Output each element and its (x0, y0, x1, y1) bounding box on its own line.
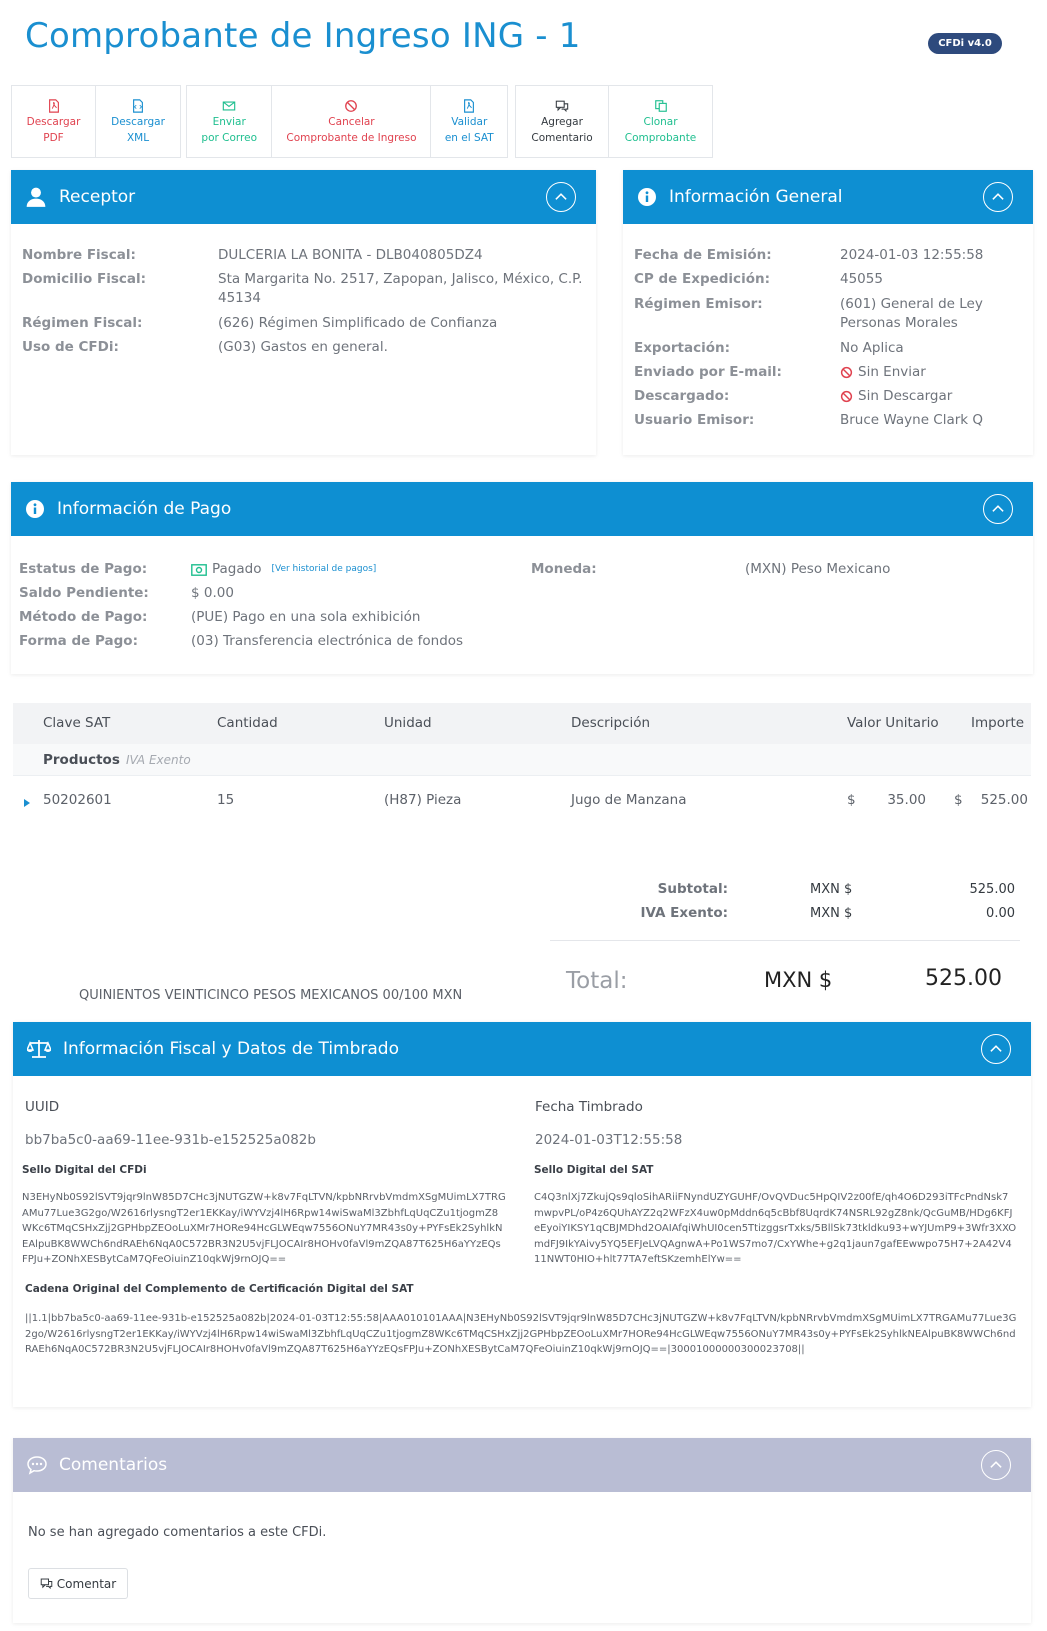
products-table-header (13, 703, 1031, 744)
validate-sat-button[interactable] (431, 86, 507, 157)
enviado-email-label: Enviado por E-mail: (634, 364, 782, 380)
estatus-pago-label: Estatus de Pago: (19, 561, 148, 577)
ban-icon (840, 390, 853, 403)
send-email-label-1: Enviar (212, 116, 246, 128)
payment-info-header (11, 482, 1033, 536)
cp-expedicion-value: 45055 (840, 271, 883, 287)
clone-invoice-label-2: Comprobante (624, 132, 697, 144)
add-comment-label-2: Comentario (531, 132, 593, 144)
cancel-invoice-button[interactable] (272, 86, 431, 157)
receptor-header (11, 170, 596, 224)
fecha-timbrado-label: Fecha Timbrado (535, 1099, 643, 1115)
copy-icon (654, 99, 668, 113)
usuario-emisor-label: Usuario Emisor: (634, 412, 755, 428)
exportacion-label: Exportación: (634, 340, 731, 356)
sello-sat-value: C4Q3nlXj7ZkujQs9qloSihARiiFNyndUZYGUHF/OvQVDuc5HpQIV2z00fE/qh4O6D293iTFcPndNsk7mwpvPL/oP4z6QUhAYZ2q2WFzX4uw0pMddn6q5cBbf8UqrdK74NSRL92gZ8nk/QcGuMB/HDg6KFJeEyoiYIKSY1qCBJMDhd2OAIAfqiWhUI0cen5TtizggsrTxks/5BllSk73tkldku93+wYJUmP9+3Wfr3XXOmdFJ9IkYAivy5YQ5EFJeLVQAgnwA+Po1WS7mo7/CxYWhe+g2q1jaun7gafEEwwpo75H7+2A42V411NWT0HIO+hlt77TA7eftSKzemhElYw== (534, 1192, 1017, 1265)
products-group-row (13, 744, 1031, 776)
subtotal-label: Subtotal: (657, 881, 728, 897)
download-toolbar (11, 85, 181, 158)
regimen-fiscal-label: Régimen Fiscal: (22, 315, 143, 331)
extra-toolbar (515, 85, 713, 158)
ban-icon (840, 366, 853, 379)
total-value: 525.00 (925, 966, 1002, 991)
row-unidad: (H87) Pieza (384, 792, 462, 808)
cadena-original-label: Cadena Original del Complemento de Certificación Digital del SAT (25, 1283, 414, 1295)
comments-header (13, 1438, 1031, 1492)
general-info-header (623, 170, 1033, 224)
col-clave-sat: Clave SAT (43, 715, 111, 731)
clone-invoice-label-1: Clonar (643, 116, 678, 128)
domicilio-fiscal-label: Domicilio Fiscal: (22, 271, 147, 287)
page-title: Comprobante de Ingreso ING - 1 (25, 16, 581, 56)
receptor-card (11, 170, 596, 455)
validate-sat-label-2: en el SAT (444, 132, 494, 144)
col-importe: Importe (971, 715, 1025, 731)
usuario-emisor-value: Bruce Wayne Clark Q (840, 412, 984, 428)
regimen-fiscal-value: (626) Régimen Simplificado de Confianza (218, 315, 498, 331)
collapse-toggle[interactable] (983, 494, 1013, 524)
saldo-pendiente-value: $ 0.00 (191, 585, 234, 601)
fiscal-info-title: Información Fiscal y Datos de Timbrado (63, 1039, 399, 1059)
balance-scale-icon (27, 1039, 51, 1059)
chevron-up-icon (982, 1451, 1010, 1479)
validate-sat-label-1: Validar (451, 116, 488, 128)
xml-file-icon (131, 99, 145, 113)
row-importe-symbol: $ (954, 792, 963, 808)
domicilio-fiscal-value: Sta Margarita No. 2517, Zapopan, Jalisco, México, C.P. (218, 271, 583, 287)
exportacion-value: No Aplica (840, 340, 904, 356)
row-valor-unitario: 35.00 (887, 792, 926, 808)
envelope-icon (222, 99, 236, 113)
download-xml-button[interactable] (96, 86, 180, 157)
regimen-emisor-value-2: Personas Morales (840, 315, 958, 331)
descargado-label: Descargado: (634, 388, 730, 404)
col-descripcion: Descripción (571, 715, 651, 731)
table-row[interactable] (13, 778, 1031, 823)
collapse-toggle[interactable] (981, 1450, 1011, 1480)
payment-info-title: Información de Pago (57, 499, 232, 519)
total-in-words: QUINIENTOS VEINTICINCO PESOS MEXICANOS 00/100 MXN (79, 988, 463, 1003)
collapse-toggle[interactable] (981, 1034, 1011, 1064)
download-xml-label-2: XML (126, 132, 150, 144)
metodo-pago-label: Método de Pago: (19, 609, 148, 625)
cfdi-version-badge: CFDi v4.0 (928, 33, 1002, 54)
caret-right-icon[interactable] (24, 799, 31, 807)
chevron-up-icon (984, 183, 1012, 211)
no-comments-message: No se han agregado comentarios a este CFDi. (28, 1525, 327, 1540)
enviado-email-value: Sin Enviar (858, 364, 926, 380)
download-pdf-button[interactable] (12, 86, 96, 157)
descargado-value: Sin Descargar (858, 388, 953, 404)
money-icon (191, 564, 207, 576)
sello-cfdi-label: Sello Digital del CFDi (22, 1164, 147, 1176)
fiscal-info-header (13, 1022, 1031, 1076)
regimen-emisor-label: Régimen Emisor: (634, 296, 763, 312)
comment-button[interactable] (28, 1568, 128, 1599)
clone-invoice-button[interactable] (609, 86, 712, 157)
receptor-title: Receptor (59, 187, 136, 207)
pdf-file-icon (47, 99, 61, 113)
subtotal-value: 525.00 (969, 882, 1015, 897)
nombre-fiscal-value: DULCERIA LA BONITA - DLB040805DZ4 (218, 247, 483, 263)
uuid-value: bb7ba5c0-aa69-11ee-931b-e152525a082b (25, 1132, 316, 1148)
row-vu-symbol: $ (847, 792, 856, 808)
info-icon (25, 499, 45, 519)
comment-button-label: Comentar (56, 1576, 117, 1591)
send-email-button[interactable] (187, 86, 272, 157)
chevron-up-icon (547, 183, 575, 211)
group-label: Productos (43, 752, 120, 768)
col-unidad: Unidad (384, 715, 432, 731)
iva-value: 0.00 (986, 906, 1015, 921)
metodo-pago-value: (PUE) Pago en una sola exhibición (191, 609, 421, 625)
sello-cfdi-value: N3EHyNb0S92lSVT9jqr9lnW85D7CHc3jNUTGZW+k8v7FqLTVN/kpbNRrvbVmdmXSgMUimLX7TRGAMu77Lue3G2go/W2616rlysngT2er1EKKay/iWYVzj4lH6Rpw14wiSwaMl3ZbhfLqUqCZu1tjogmZ8WKc6TMqCSHxZjj2GPHbpZEOoLuXMr7HORe94HcGLWEqw7556ONuY7MR43s0y+PYFsEk2SyhlkNEAlpuBK8WWCh6ndRAEh6NqA0C572BR3N2U5vjFLJOCAIr8HOHv0faVl9mZQA87T625H6aYYzEQsFPJu+ZONhXESBytCaM7QFeOiuinZ10qkWj9rnOJQ== (22, 1192, 506, 1265)
group-tax-label: IVA Exento (126, 753, 191, 767)
cancel-invoice-label-2: Comprobante de Ingreso (286, 132, 417, 144)
comments-title: Comentarios (59, 1455, 168, 1475)
cadena-original-value: ||1.1|bb7ba5c0-aa69-11ee-931b-e152525a082b|2024-01-03T12:55:58|AAA010101AAA|N3EHyNb0S92lSVT9jqr9lnW85D7CHc3jNUTGZW+k8v7FqLTVN/kpbNRrvbVmdmXSgMUimLX7TRGAMu77Lue3G2go/W2616rlysngT2er1EKKay/iWYVzj4lH6Rpw14wiSwaMl3ZbhfLqUqCZu1tjogmZ8WKc6TMqCSHxZjj2GPHbpZEOoLuXMr7HORe94HcGLWEqw7556ONuY7MR43s0y+PYFsEk2SyhlkNEAlpuBK8WWCh6ndRAEh6NqA0C572BR3N2U5vjFLJOCAIr8HOHv0faVl9mZQA87T625H6aYYzEQsFPJu+ZONhXESBytCaM7QFeOiuinZ10qkWj9rnOJQ==|30001000000300023708|| (25, 1313, 1017, 1355)
download-xml-label-1: Descargar (111, 116, 165, 128)
comments-icon (40, 1577, 53, 1590)
fecha-emision-label: Fecha de Emisión: (634, 247, 772, 263)
descargado-status (840, 387, 952, 406)
total-label: Total: (566, 968, 628, 994)
saldo-pendiente-label: Saldo Pendiente: (19, 585, 149, 601)
col-cantidad: Cantidad (217, 715, 278, 731)
subtotal-currency: MXN $ (810, 882, 853, 897)
ban-icon (344, 99, 358, 113)
estatus-pago-status (191, 560, 376, 579)
row-descripcion: Jugo de Manzana (571, 792, 687, 808)
enviado-email-status (840, 363, 926, 382)
moneda-value: (MXN) Peso Mexicano (745, 561, 891, 577)
nombre-fiscal-label: Nombre Fiscal: (22, 247, 136, 263)
domicilio-fiscal-value-cp: 45134 (218, 290, 261, 306)
forma-pago-value: (03) Transferencia electrónica de fondos (191, 633, 464, 649)
document-icon (462, 99, 476, 113)
comment-dots-icon (27, 1455, 47, 1475)
collapse-toggle[interactable] (546, 182, 576, 212)
forma-pago-label: Forma de Pago: (19, 633, 138, 649)
cancel-invoice-label-1: Cancelar (328, 116, 375, 128)
send-email-label-2: por Correo (201, 132, 258, 144)
iva-currency: MXN $ (810, 906, 853, 921)
uso-cfdi-value: (G03) Gastos en general. (218, 339, 388, 355)
row-importe: 525.00 (980, 792, 1028, 808)
download-pdf-label-2: PDF (43, 132, 64, 144)
uso-cfdi-label: Uso de CFDi: (22, 339, 119, 355)
moneda-label: Moneda: (531, 561, 597, 577)
sello-sat-label: Sello Digital del SAT (534, 1164, 654, 1176)
fecha-emision-value: 2024-01-03 12:55:58 (840, 247, 984, 263)
payment-history-link[interactable]: [Ver historial de pagos] (271, 564, 377, 574)
add-comment-button[interactable] (516, 86, 609, 157)
comments-icon (555, 99, 569, 113)
uuid-label: UUID (25, 1099, 60, 1115)
collapse-toggle[interactable] (983, 182, 1013, 212)
row-clave: 50202601 (43, 792, 112, 808)
general-info-title: Información General (669, 187, 843, 207)
iva-exento-label: IVA Exento: (640, 905, 728, 921)
row-cantidad: 15 (217, 792, 235, 808)
fecha-timbrado-value: 2024-01-03T12:55:58 (535, 1132, 683, 1148)
download-pdf-label-1: Descargar (26, 116, 81, 128)
cp-expedicion-label: CP de Expedición: (634, 271, 770, 287)
actions-toolbar (186, 85, 508, 158)
add-comment-label-1: Agregar (541, 116, 583, 128)
col-valor-unitario: Valor Unitario (847, 715, 939, 731)
regimen-emisor-value: (601) General de Ley (840, 296, 983, 312)
chevron-up-icon (982, 1035, 1010, 1063)
estatus-pago-value: Pagado (212, 561, 262, 577)
info-icon (637, 187, 657, 207)
totals-divider (550, 940, 1020, 941)
chevron-up-icon (984, 495, 1012, 523)
user-icon (25, 186, 47, 208)
total-currency: MXN $ (764, 968, 833, 992)
